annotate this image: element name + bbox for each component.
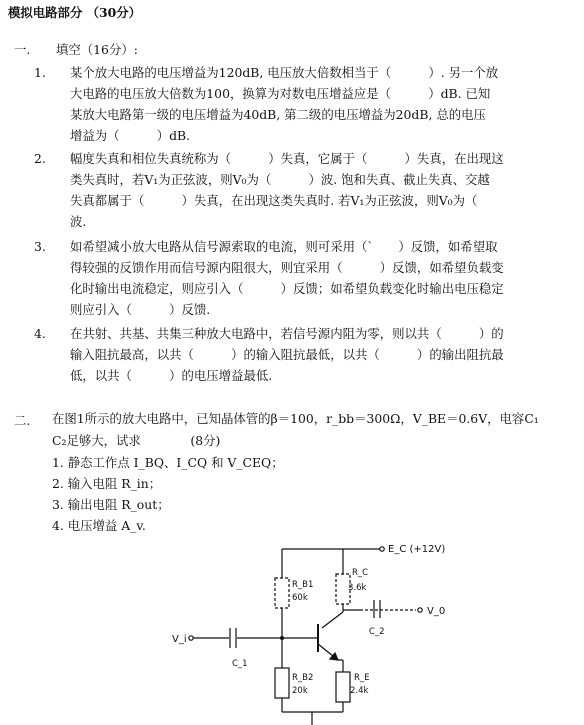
rb1-value: 60k: [292, 593, 308, 603]
q1-item-4-line-2: 输入阻抗最高，以共（ ）的输入阻抗最低，以共（ ）的输出阻抗最: [70, 347, 504, 362]
q1-item-1-line-3: 某放大电路第一级的电压增益为40dB, 第二级的电压增益为20dB, 总的电压: [70, 107, 486, 122]
vi-label: V_i: [172, 634, 187, 645]
q1-item-3-line-3: 化时输出电流稳定，则应引入（ ）反馈；如希望负载变化时输出电压稳定: [70, 281, 504, 296]
q1-item-3-line-4: 则应引入（ ）反馈.: [70, 302, 211, 317]
input-terminal: [189, 636, 193, 640]
rb2-resistor: [275, 668, 289, 698]
q1-item-1-line-1: 某个放大电路的电压增益为120dB, 电压放大倍数相当于（ ）. 另一个放: [70, 65, 499, 80]
q1-item-2-line-1: 幅度失真和相位失真统称为（ ）失真，它属于（ ）失真，在出现这: [70, 151, 504, 166]
q1-item-3-number: 3.: [34, 239, 46, 254]
supply-terminal: [380, 547, 384, 551]
rb2-label: R_B2: [292, 673, 314, 683]
q1-item-1-number: 1.: [34, 65, 46, 80]
rb1-resistor: [275, 578, 289, 608]
q1-item-4-line-3: 低，以共（ ）的电压增益最低.: [70, 368, 273, 383]
vo-label: V_0: [427, 606, 446, 617]
q2-line-2: C₂足够大，试求 (8分): [52, 433, 221, 448]
re-resistor: [336, 672, 350, 702]
q1-item-2-line-4: 波.: [70, 214, 87, 229]
q2-line-1: 在图1所示的放大电路中，已知晶体管的β＝100，r_bb＝300Ω，V_BE＝0.6V，电容C₁: [52, 411, 539, 426]
output-terminal: [418, 608, 422, 612]
q1-item-4-number: 4.: [34, 326, 46, 341]
q1-item-1-line-4: 增益为（ ）dB.: [70, 128, 191, 143]
q1-number: 一.: [14, 42, 31, 57]
re-label: R_E: [354, 673, 370, 683]
q1-title: 填空（16分）:: [56, 42, 138, 57]
rc-value: 3.6k: [348, 583, 367, 593]
q1-item-2-number: 2.: [34, 151, 46, 166]
q1-item-1-line-2: 大电路的电压放大倍数为100，换算为对数电压增益应是（ ）dB. 已知: [70, 86, 491, 101]
q1-item-4-line-1: 在共射、共基、共集三种放大电路中，若信号源内阻为零，则以共（ ）的: [70, 326, 504, 341]
section-title: 模拟电路部分 （30分）: [8, 5, 142, 20]
q1-item-3-line-1: 如希望减小放大电路从信号源索取的电流，则可采用（` ）反馈，如希望取: [70, 239, 498, 254]
collector-lead: [322, 612, 343, 628]
rb1-label: R_B1: [292, 580, 314, 590]
ec-label: E_C (+12V): [388, 544, 446, 555]
q1-item-3-line-2: 得较强的反馈作用而信号源内阻很大，则宜采用（ ）反馈，如希望负载变: [70, 260, 504, 275]
q2-sub-4: 4. 电压增益 A_v.: [52, 518, 146, 533]
c1-label: C_1: [232, 659, 248, 669]
q1-item-2-line-3: 失真都属于（ ）失真，在出现这类失真时. 若V₁为正弦波，则V₀为（: [70, 193, 478, 208]
q1-item-2-line-2: 类失真时，若V₁为正弦波，则V₀为（ ）波. 饱和失真、截止失真、交越: [70, 172, 490, 187]
re-value: 2.4k: [350, 686, 369, 696]
rb2-value: 20k: [292, 686, 308, 696]
c2-label: C_2: [369, 627, 385, 637]
rc-label: R_C: [352, 568, 369, 578]
q2-sub-2: 2. 输入电阻 R_in；: [52, 476, 162, 491]
q2-sub-1: 1. 静态工作点 I_BQ、I_CQ 和 V_CEQ；: [52, 455, 284, 470]
q2-number: 二.: [14, 413, 31, 428]
q2-sub-3: 3. 输出电阻 R_out；: [52, 497, 170, 512]
